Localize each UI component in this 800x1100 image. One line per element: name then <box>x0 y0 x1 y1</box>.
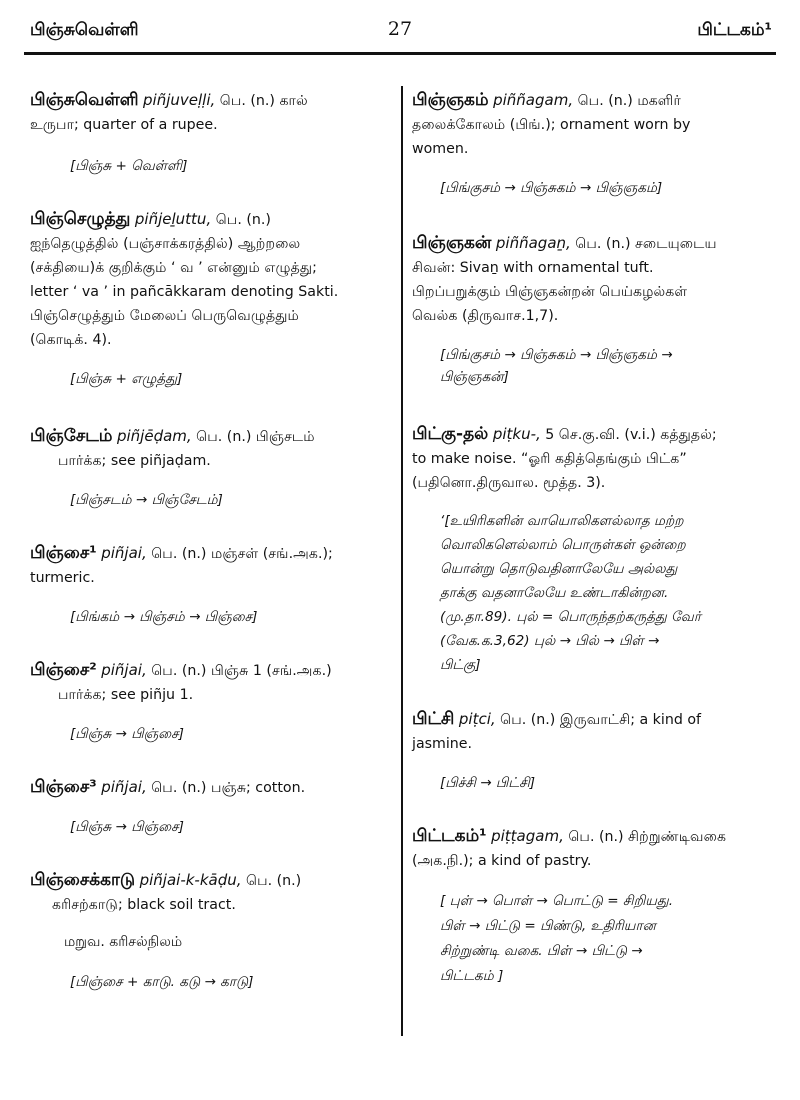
entry-pinnagan <box>412 231 780 388</box>
derivation-line: பிஞ்ஞகன்] <box>440 369 509 385</box>
gloss: பார்க்க; see piñju 1. <box>58 687 194 703</box>
grammar-gloss: பெ. (n.) சிற்றுண்டிவகை <box>563 829 727 845</box>
derivation: [பிஞ்சடம் → பிஞ்சேடம்] <box>70 492 223 508</box>
entry-text <box>412 707 780 756</box>
entry-pittagam-1 <box>412 824 780 989</box>
grammar-gloss: பெ. (n.) <box>211 212 271 228</box>
transliteration: piñjeḻuttu, <box>134 210 212 228</box>
grammar-gloss: பெ. (n.) சடையுடைய <box>570 236 717 252</box>
headword: பிஞ்சுவெள்ளி <box>30 90 139 110</box>
transliteration: piñjai, <box>101 544 147 562</box>
headword: பிஞ்சேடம் <box>30 426 113 446</box>
entry-text <box>412 231 780 328</box>
entry-pitci <box>412 707 780 794</box>
derivation: [பிங்குசம் → பிஞ்சுகம் → பிஞ்ஞகம்] <box>440 180 663 196</box>
gloss: உருபா; quarter of a rupee. <box>30 117 218 133</box>
derivation: [பிங்கம் → பிஞ்சம் → பிஞ்சை] <box>70 609 258 625</box>
entry-text <box>30 424 390 473</box>
headword: பிட்சி <box>412 709 455 729</box>
entry-pinjuvelli <box>30 88 390 177</box>
entry-text <box>30 541 390 590</box>
entry-text <box>30 775 390 800</box>
derivation: [பிஞ்சு + வெள்ளி] <box>70 158 188 174</box>
derivation-line: [பிங்குசம் → பிஞ்சுகம் → பிஞ்ஞகம் → <box>440 347 673 363</box>
gloss-line: (சக்தியை)க் குறிக்கும் ‘ வ ’ என்னும் எழுத்து; <box>30 260 317 276</box>
transliteration: piṭku-, <box>492 425 541 443</box>
derivation-line: சிற்றுண்டி வகை. பிள் → பிட்டு → <box>440 943 643 959</box>
entry-text <box>412 88 780 161</box>
derivation-line: தாக்கு வதனாலேயே உண்டாகின்றன. <box>440 585 669 601</box>
derivation <box>412 889 780 989</box>
transliteration: piññagam, <box>493 91 574 109</box>
derivation: [பிஞ்சு → பிஞ்சை] <box>70 819 184 835</box>
transliteration: piñjuveḷḷi, <box>143 91 216 109</box>
entry-pinjai-3 <box>30 775 390 838</box>
headword: பிஞ்ஞகம் <box>412 90 489 110</box>
derivation: [பிஞ்சு + எழுத்து] <box>70 371 183 387</box>
entry-pinnagam <box>412 88 780 199</box>
gloss-line: பிறப்பறுக்கும் பிஞ்ஞகன்றன் பெய்கழல்கள் <box>412 284 688 300</box>
synonym: மறுவ. கரிசல்நிலம் <box>64 934 183 950</box>
headword: பிட்டகம்¹ <box>412 826 487 846</box>
entry-pinjeluttu <box>30 207 390 390</box>
entry-text <box>30 868 390 917</box>
derivation-line: (வேக.க.3,62) புல் → பில் → பிள் → <box>440 633 660 649</box>
gloss-line: ஐந்தெழுத்தில் (பஞ்சாக்கரத்தில்) ஆற்றலை <box>30 236 301 252</box>
derivation: [பிஞ்சை + காடு. கடு → காடு] <box>70 974 254 990</box>
gloss-line: சிவன்: Sivaṉ with ornamental tuft. <box>412 260 654 276</box>
transliteration: piṭci, <box>458 710 496 728</box>
transliteration: piñjai, <box>101 778 147 796</box>
derivation-line: பிட்டகம் ] <box>440 968 504 984</box>
derivation-line: (மு.தா.89). புல் = பொருந்தற்கருத்து வேர் <box>440 609 701 625</box>
gloss-line: பிஞ்செழுத்தும் மேலைப் பெருவெழுத்தும் <box>30 308 299 324</box>
entry-pinjai-2 <box>30 658 390 745</box>
transliteration: piñjēḍam, <box>116 427 192 445</box>
derivation: [பிஞ்சு → பிஞ்சை] <box>70 726 184 742</box>
entry-pinjedam <box>30 424 390 511</box>
page-number: 27 <box>387 18 413 40</box>
derivation-line: ‘[உயிரிகளின் வாயொலிகளல்லாத மற்ற <box>440 513 684 529</box>
headword: பிஞ்சை² <box>30 660 97 680</box>
headword: பிஞ்ஞகன் <box>412 233 492 253</box>
header-rule <box>24 52 776 55</box>
gloss-line: வெல்க (திருவாச.1,7). <box>412 308 559 324</box>
gloss: கரிசற்காடு; black soil tract. <box>52 897 236 913</box>
entry-text <box>30 207 390 352</box>
gloss: turmeric. <box>30 570 95 586</box>
grammar-gloss: பெ. (n.) கால் <box>215 93 308 109</box>
gloss-line: letter ‘ va ’ in pañcākkaram denoting Sakti. <box>30 284 339 300</box>
entry-pinjaikkadu <box>30 868 390 993</box>
headword: பிஞ்சைக்காடு <box>30 870 136 890</box>
transliteration: piñjai-k-kāḍu, <box>139 871 242 889</box>
transliteration: piññagaṉ, <box>495 234 571 252</box>
headword: பிட்கு-தல் <box>412 424 489 444</box>
derivation-line: [ புள் → பொள் → பொட்டு = சிறியது. <box>440 893 674 909</box>
derivation-line: பிட்கு] <box>440 657 481 673</box>
headword: பிஞ்சை³ <box>30 777 97 797</box>
entry-text <box>412 422 780 495</box>
derivation: [பிச்சி → பிட்சி] <box>440 775 536 791</box>
gloss-line: தலைக்கோலம் (பிங்.); ornament worn by <box>412 117 691 133</box>
transliteration: piṭṭagam, <box>491 827 564 845</box>
grammar-gloss: பெ. (n.) மஞ்சள் (சங்.அக.); <box>146 546 333 562</box>
derivation-line: யொன்று தொடுவதினாலேயே அல்லது <box>440 561 678 577</box>
headword: பிஞ்சை¹ <box>30 543 97 563</box>
grammar-gloss: பெ. (n.) இருவாட்சி; a kind of <box>495 712 702 728</box>
gloss-line: to make noise. “ஓரி கதித்தெங்கும் பிட்க” <box>412 451 687 467</box>
grammar-gloss: பெ. (n.) <box>241 873 302 889</box>
gloss: jasmine. <box>412 736 473 752</box>
gloss-line: women. <box>412 141 469 157</box>
grammar-gloss: பெ. (n.) மகளிர் <box>573 93 681 109</box>
gloss: (அக.நி.); a kind of pastry. <box>412 853 592 869</box>
running-head-left: பிஞ்சுவெள்ளி <box>30 20 139 40</box>
left-column <box>30 88 390 993</box>
entry-pitku-tal <box>412 422 780 677</box>
column-divider <box>401 86 403 1036</box>
entry-text <box>412 824 780 873</box>
running-head-right: பிட்டகம்¹ <box>697 20 772 40</box>
grammar-gloss: பெ. (n.) பஞ்சு; cotton. <box>146 780 306 796</box>
transliteration: piñjai, <box>101 661 147 679</box>
grammar-gloss: பெ. (n.) பிஞ்சடம் <box>191 429 315 445</box>
entry-pinjai-1 <box>30 541 390 628</box>
gloss: பார்க்க; see piñjaḍam. <box>58 453 211 469</box>
grammar-gloss: பெ. (n.) பிஞ்சு 1 (சங்.அக.) <box>146 663 332 679</box>
derivation-line: வொலிகளெல்லாம் பொருள்கள் ஒன்றை <box>440 537 686 553</box>
right-column <box>412 88 780 989</box>
grammar-gloss: 5 செ.கு.வி. (v.i.) கத்துதல்; <box>540 427 717 443</box>
entry-text <box>30 88 390 137</box>
gloss-line: (பதினொ.திருவால. மூத்த. 3). <box>412 475 606 491</box>
headword: பிஞ்செழுத்து <box>30 209 131 229</box>
derivation <box>412 509 780 677</box>
gloss-line: (கொடிக். 4). <box>30 332 112 348</box>
entry-text <box>30 658 390 707</box>
derivation <box>412 344 780 388</box>
derivation-line: பிள் → பிட்டு = பிண்டு, உதிரியான <box>440 918 656 934</box>
